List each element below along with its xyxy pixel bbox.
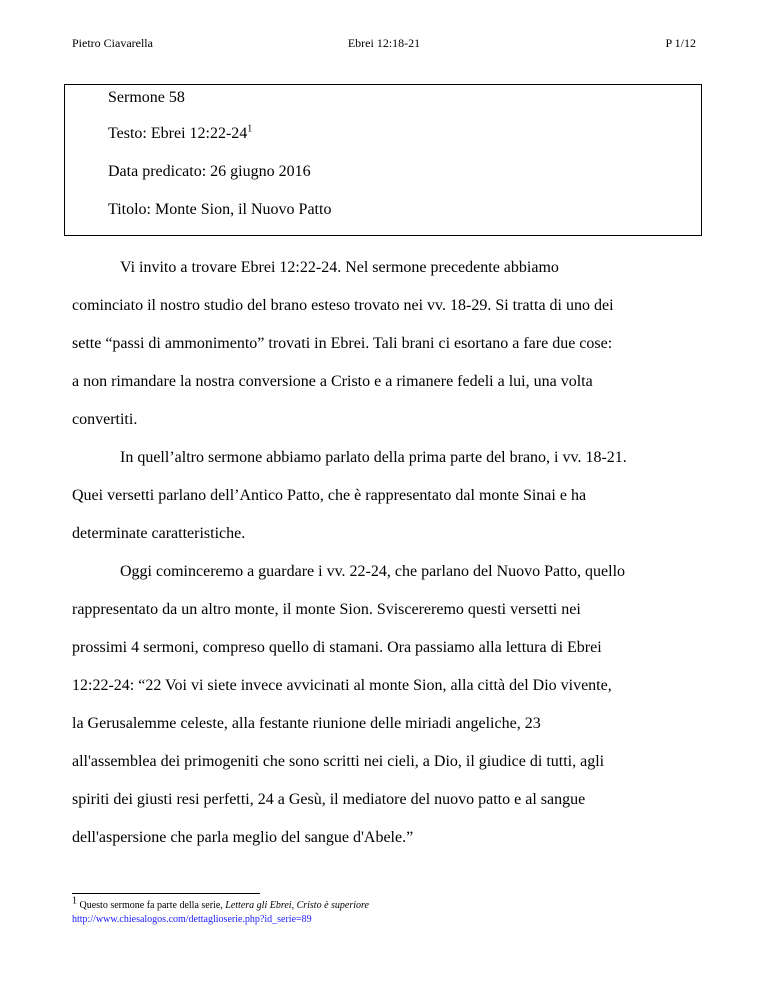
text-line: convertiti. (72, 411, 138, 428)
page-header (72, 36, 696, 52)
text-line: In quell’altro sermone abbiamo parlato della prima parte del brano, i vv. 18-21. (120, 449, 627, 466)
text-line: cominciato il nostro studio del brano esteso trovato nei vv. 18-29. Si tratta di uno dei (72, 297, 614, 314)
sermon-title: Titolo: Monte Sion, il Nuovo Patto (108, 201, 332, 218)
footnote-text: Questo sermone fa parte della serie, (77, 900, 226, 911)
sermon-info-box (64, 84, 702, 236)
text-line: prossimi 4 sermoni, compreso quello di stamani. Ora passiamo alla lettura di Ebrei (72, 639, 602, 656)
text-reference-label: Testo: Ebrei 12:22-24 (108, 125, 248, 142)
footnote-number: 1 (72, 895, 77, 907)
footnote (72, 895, 696, 927)
sermon-number: Sermone 58 (108, 89, 185, 106)
text-line: a non rimandare la nostra conversione a Cristo e a rimanere fedeli a lui, una volta (72, 373, 593, 390)
header-author: Pietro Ciavarella (72, 36, 153, 50)
header-page-number: P 1/12 (665, 36, 696, 50)
footnote-series-title: Lettera gli Ebrei, Cristo è superiore (225, 900, 369, 911)
sermon-text-reference (108, 124, 252, 144)
paragraph (72, 249, 696, 439)
footnote-text-line (72, 895, 696, 913)
footnote-mark: 1 (247, 123, 253, 135)
text-line: la Gerusalemme celeste, alla festante riunione delle miriadi angeliche, 23 (72, 715, 541, 732)
footnote-divider (72, 893, 260, 894)
text-line: rappresentato da un altro monte, il monte Sion. Sviscereremo questi versetti nei (72, 601, 581, 618)
text-line: 12:22-24: “22 Voi vi siete invece avvicinati al monte Sion, alla città del Dio vivente, (72, 677, 612, 694)
document-body (72, 249, 696, 857)
text-line: Vi invito a trovare Ebrei 12:22-24. Nel sermone precedente abbiamo (120, 259, 559, 276)
text-line: spiriti dei giusti resi perfetti, 24 a Gesù, il mediatore del nuovo patto e al sangue (72, 791, 586, 808)
paragraph (72, 439, 696, 553)
sermon-date: Data predicato: 26 giugno 2016 (108, 163, 311, 180)
text-line: determinate caratteristiche. (72, 525, 246, 542)
header-reference: Ebrei 12:18-21 (347, 36, 421, 50)
text-line: dell'aspersione che parla meglio del sangue d'Abele.” (72, 829, 414, 846)
text-line: all'assemblea dei primogeniti che sono scritti nei cieli, a Dio, il giudice di tutti, agli (72, 753, 605, 770)
text-line: Quei versetti parlano dell’Antico Patto, che è rappresentato dal monte Sinai e ha (72, 487, 587, 504)
text-line: sette “passi di ammonimento” trovati in Ebrei. Tali brani ci esortano a fare due cose: (72, 335, 613, 352)
footnote-link[interactable]: http://www.chiesalogos.com/dettaglioserie.php?id_serie=89 (72, 914, 312, 925)
text-line: Oggi cominceremo a guardare i vv. 22-24, che parlano del Nuovo Patto, quello (120, 563, 626, 580)
paragraph (72, 553, 696, 857)
